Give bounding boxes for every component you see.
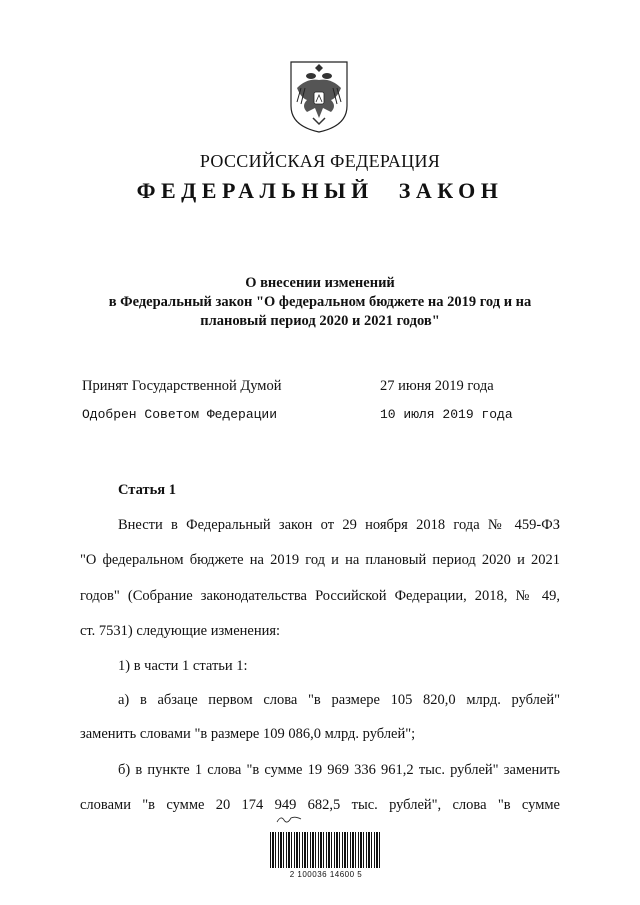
article-text-line: 1) в части 1 статьи 1:	[118, 658, 248, 674]
article-text-line: заменить словами "в размере 109 086,0 млрд. рублей";	[80, 726, 416, 742]
article-text-line: словами "в сумме 20 174 949 682,5 тыс. рублей", слова "в сумме	[80, 797, 560, 813]
country-name: РОССИЙСКАЯ ФЕДЕРАЦИЯ	[199, 151, 441, 171]
article-text-line: годов" (Собрание законодательства Российской Федерации, 2018, № 49,	[80, 588, 560, 604]
council-date: 10 июля 2019 года	[380, 407, 513, 422]
barcode-number: 2 100036 14600 5	[289, 870, 363, 879]
article-heading: Статья 1	[118, 482, 176, 498]
law-type-heading: ФЕДЕРАЛЬНЫЙ ЗАКОН	[136, 178, 504, 203]
law-title	[80, 274, 560, 331]
coat-of-arms-emblem	[287, 58, 351, 134]
barcode-bars	[270, 832, 382, 868]
council-label: Одобрен Советом Федерации	[82, 407, 278, 422]
article-text-line: ст. 7531) следующие изменения:	[80, 623, 281, 639]
article-text-line: Внести в Федеральный закон от 29 ноября 2018 года № 459-ФЗ	[118, 517, 560, 533]
law-title-line: О внесении изменений	[245, 275, 395, 291]
duma-date: 27 июня 2019 года	[380, 378, 494, 394]
duma-label: Принят Государственной Думой	[82, 378, 282, 394]
article-text-line: а) в абзаце первом слова "в размере 105 820,0 млрд. рублей"	[118, 692, 560, 708]
law-title-line: в Федеральный закон "О федеральном бюджете на 2019 год и на	[108, 294, 532, 310]
article-text-line: б) в пункте 1 слова "в сумме 19 969 336 961,2 тыс. рублей" заменить	[118, 762, 560, 778]
document-barcode	[266, 820, 386, 880]
law-title-line: плановый период 2020 и 2021 годов"	[200, 313, 440, 329]
article-text-line: "О федеральном бюджете на 2019 год и на плановый период 2020 и 2021	[80, 552, 560, 568]
